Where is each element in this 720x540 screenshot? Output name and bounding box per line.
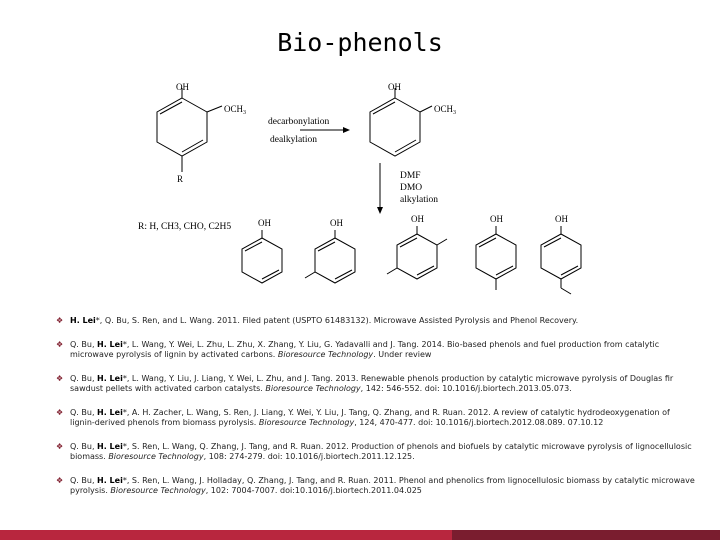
footer-bar-right	[452, 530, 720, 540]
product-phenol-4	[476, 226, 516, 290]
reference-item: ❖ H. Lei*, Q. Bu, S. Ren, and L. Wang. 2011. Filed patent (USPTO 61483132). Microwave Assisted Pyrolysis and Phenol Recovery.	[56, 316, 579, 325]
step2-label-1: DMF	[400, 171, 421, 181]
reference-item: ❖ Q. Bu, H. Lei*, A. H. Zacher, L. Wang, S. Ren, J. Liang, Y. Wei, Y. Liu, J. Tang, Q. Zhang, and R. Ruan. 2012. A review of catalytic hydrodeoxygenation of lignin-derived phenols from biomass pyrolysis. Bioresource Technology, 124, 470-477. doi: 10.1016/j.biortech.2012.08.089. 07.10.12	[56, 407, 670, 427]
slide-title: Bio-phenols	[277, 28, 443, 57]
product-phenol-1	[242, 230, 282, 283]
product-top-molecule	[370, 88, 432, 156]
product-5-oh-label: OH	[555, 214, 568, 224]
diamond-bullet-icon: ❖	[56, 373, 64, 383]
product-1-oh-label: OH	[258, 218, 271, 228]
reference-item: ❖ Q. Bu, H. Lei*, S. Ren, L. Wang, J. Holladay, Q. Zhang, J. Tang, and R. Ruan. 2011. Phenol and phenolics from lignocellulosic biomass by catalytic microwave pyrolysis. Bioresource Technology, 102: 7004-7007. doi:10.1016/j.biortech.2011.04.025	[56, 475, 695, 495]
reference-item: ❖ Q. Bu, H. Lei*, S. Ren, L. Wang, Q. Zhang, J. Tang, and R. Ruan. 2012. Production of phenols and biofuels by catalytic microwave pyrolysis of lignocellulosic biomass. Bioresource Technology, 108: 274-279. doi: 10.1016/j.biortech.2011.12.125.	[56, 441, 692, 461]
product-top-och3-label: $OCH_3$	[434, 104, 457, 116]
reference-item: ❖ Q. Bu, H. Lei*, L. Wang, Y. Wei, L. Zhu, L. Zhu, X. Zhang, Y. Liu, G. Yadavalli and J. Tang. 2014. Bio-based phenols and fuel production from catalytic microwave pyrolysis of lignin by activated carbons. Bioresource Technology. Under review	[56, 339, 660, 359]
reference-item: ❖ Q. Bu, H. Lei*, L. Wang, Y. Liu, J. Liang, Y. Wei, L. Zhu, and J. Tang. 2013. Renewable phenols production by catalytic microwave pyrolysis of Douglas fir sawdust pellets with activated carbon catalysts. Bioresource Technology, 142: 546-552. doi: 10.1016/j.biortech.2013.05.073.	[56, 373, 674, 393]
product-phenol-2	[305, 230, 355, 283]
product-4-oh-label: OH	[490, 214, 503, 224]
diamond-bullet-icon: ❖	[56, 339, 64, 349]
diamond-bullet-icon: ❖	[56, 475, 64, 485]
product-2-oh-label: OH	[330, 218, 343, 228]
reference-list	[56, 316, 696, 510]
reactant-oh-label: OH	[176, 82, 189, 92]
r-definition: R: H, CH3, CHO, C2H5	[138, 222, 232, 232]
step2-label-3: alkylation	[400, 195, 438, 205]
step2-arrowhead	[377, 207, 383, 214]
product-phenol-3	[387, 226, 447, 279]
step1-label-2: dealkylation	[270, 135, 317, 145]
product-phenol-5	[541, 226, 581, 294]
step1-arrowhead	[343, 127, 350, 133]
product-3-oh-label: OH	[411, 214, 424, 224]
reactant-och3-label: $OCH_3$	[224, 104, 247, 116]
product-top-oh-label: OH	[388, 82, 401, 92]
footer-bar	[0, 530, 720, 540]
reactant-r-label: R	[177, 174, 184, 184]
diamond-bullet-icon: ❖	[56, 407, 64, 417]
diamond-bullet-icon: ❖	[56, 316, 64, 325]
step1-label-1: decarbonylation	[268, 117, 330, 127]
reactant-molecule	[157, 88, 222, 172]
footer-bar-left	[0, 530, 452, 540]
diamond-bullet-icon: ❖	[56, 441, 64, 451]
step2-label-2: DMO	[400, 183, 423, 193]
